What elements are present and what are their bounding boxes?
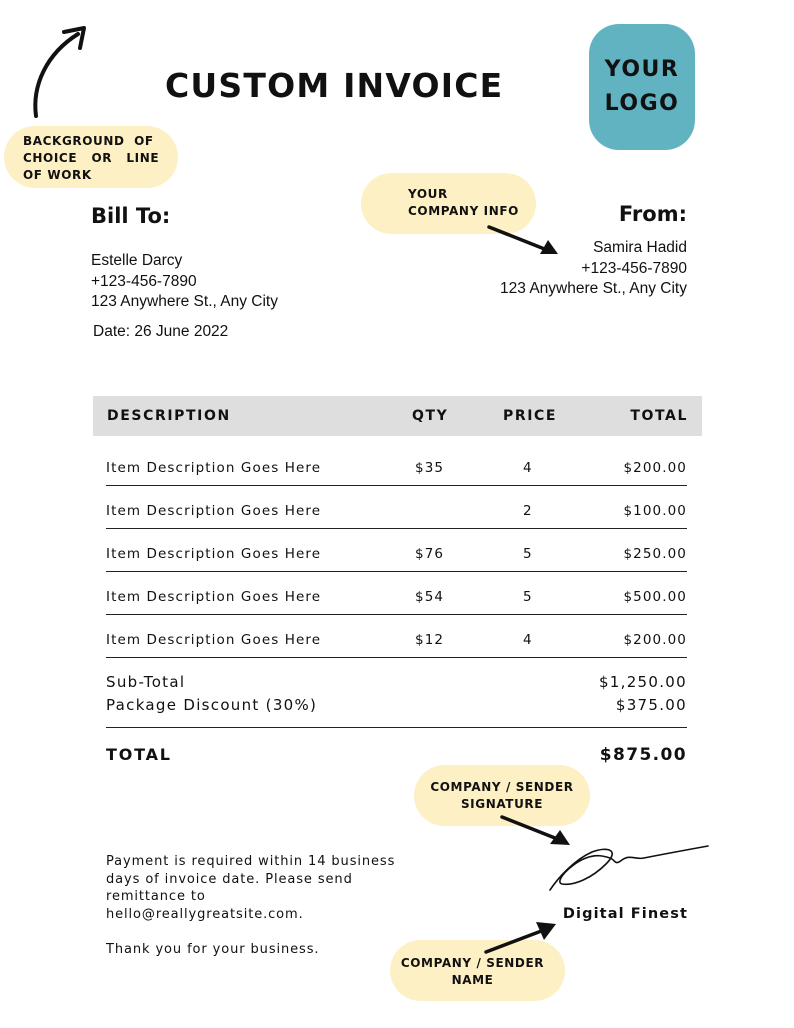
row-description: Item Description Goes Here — [106, 546, 322, 562]
header-price: PRICE — [503, 408, 558, 424]
row-total: $500.00 — [623, 589, 687, 605]
row-price: 5 — [523, 589, 533, 605]
row-price: 2 — [523, 503, 533, 519]
subtotal-value: $1,250.00 — [598, 673, 687, 691]
from-heading: From: — [618, 202, 687, 226]
from-name: Samira Hadid — [593, 239, 687, 256]
note-company-info-line-1: YOUR — [408, 187, 448, 201]
table-row — [106, 528, 687, 572]
signer-name: Digital Finest — [562, 906, 688, 922]
subtotal-label: Sub-Total — [106, 673, 186, 691]
total-label: TOTAL — [106, 745, 172, 764]
invoice-date: Date: 26 June 2022 — [93, 323, 229, 340]
from-address: 123 Anywhere St., Any City — [500, 280, 687, 298]
bill-to-heading: Bill To: — [91, 204, 171, 228]
note-name-line-2: NAME — [451, 973, 494, 987]
signature-image — [540, 838, 712, 898]
row-total: $100.00 — [623, 503, 687, 519]
row-qty: $12 — [415, 632, 445, 648]
row-description: Item Description Goes Here — [106, 589, 322, 605]
table-row — [106, 485, 687, 529]
payment-email: hello@reallygreatsite.com. — [106, 906, 304, 922]
note-company-info-line-2: COMPANY INFO — [408, 204, 519, 218]
row-description: Item Description Goes Here — [106, 460, 322, 476]
bill-to-phone: +123-456-7890 — [91, 272, 197, 290]
payment-note-line-2: days of invoice date. Please send — [106, 871, 353, 887]
table-row — [106, 442, 687, 486]
logo-placeholder — [589, 24, 695, 150]
discount-label: Package Discount (30%) — [106, 696, 318, 714]
table-header — [93, 396, 702, 436]
note-signature-line-1: COMPANY / SENDER — [430, 780, 574, 794]
row-description: Item Description Goes Here — [106, 503, 322, 519]
note-name-line-1: COMPANY / SENDER — [400, 956, 545, 970]
note-signature-line-2: SIGNATURE — [460, 797, 544, 811]
bill-to-block — [91, 251, 278, 313]
note-background-line-3: OF WORK — [23, 168, 92, 182]
row-qty: $54 — [415, 589, 445, 605]
row-qty: $35 — [415, 460, 445, 476]
from-phone: +123-456-7890 — [581, 259, 687, 277]
table-row — [106, 571, 687, 615]
logo-line-2: LOGO — [604, 91, 680, 116]
row-total: $200.00 — [623, 460, 687, 476]
payment-note-line-1: Payment is required within 14 business — [106, 854, 396, 869]
row-price: 4 — [523, 632, 533, 648]
row-total: $200.00 — [623, 632, 687, 648]
thank-you-note: Thank you for your business. — [106, 942, 320, 957]
row-total: $250.00 — [623, 546, 687, 562]
row-description: Item Description Goes Here — [106, 632, 322, 648]
curved-arrow-icon — [28, 24, 92, 120]
row-qty: $76 — [415, 546, 445, 562]
row-price: 4 — [523, 460, 533, 476]
summary-divider — [106, 727, 687, 728]
logo-line-1: YOUR — [604, 57, 680, 82]
row-price: 5 — [523, 546, 533, 562]
bill-to-address: 123 Anywhere St., Any City — [91, 293, 278, 311]
header-description: DESCRIPTION — [107, 408, 231, 424]
arrow-icon — [482, 920, 562, 960]
note-background-line-1: BACKGROUND OF — [23, 134, 154, 148]
payment-note-line-3: remittance to — [106, 889, 206, 904]
header-total: TOTAL — [630, 408, 688, 424]
bill-to-name: Estelle Darcy — [91, 252, 183, 269]
note-background — [4, 126, 178, 188]
payment-note — [106, 853, 395, 923]
note-background-line-2: CHOICE OR LINE — [23, 151, 160, 165]
discount-value: $375.00 — [615, 696, 687, 714]
invoice-title: CUSTOM INVOICE — [165, 66, 504, 105]
header-qty: QTY — [412, 408, 449, 424]
total-value: $875.00 — [599, 745, 687, 765]
table-row — [106, 614, 687, 658]
from-block — [500, 238, 687, 300]
